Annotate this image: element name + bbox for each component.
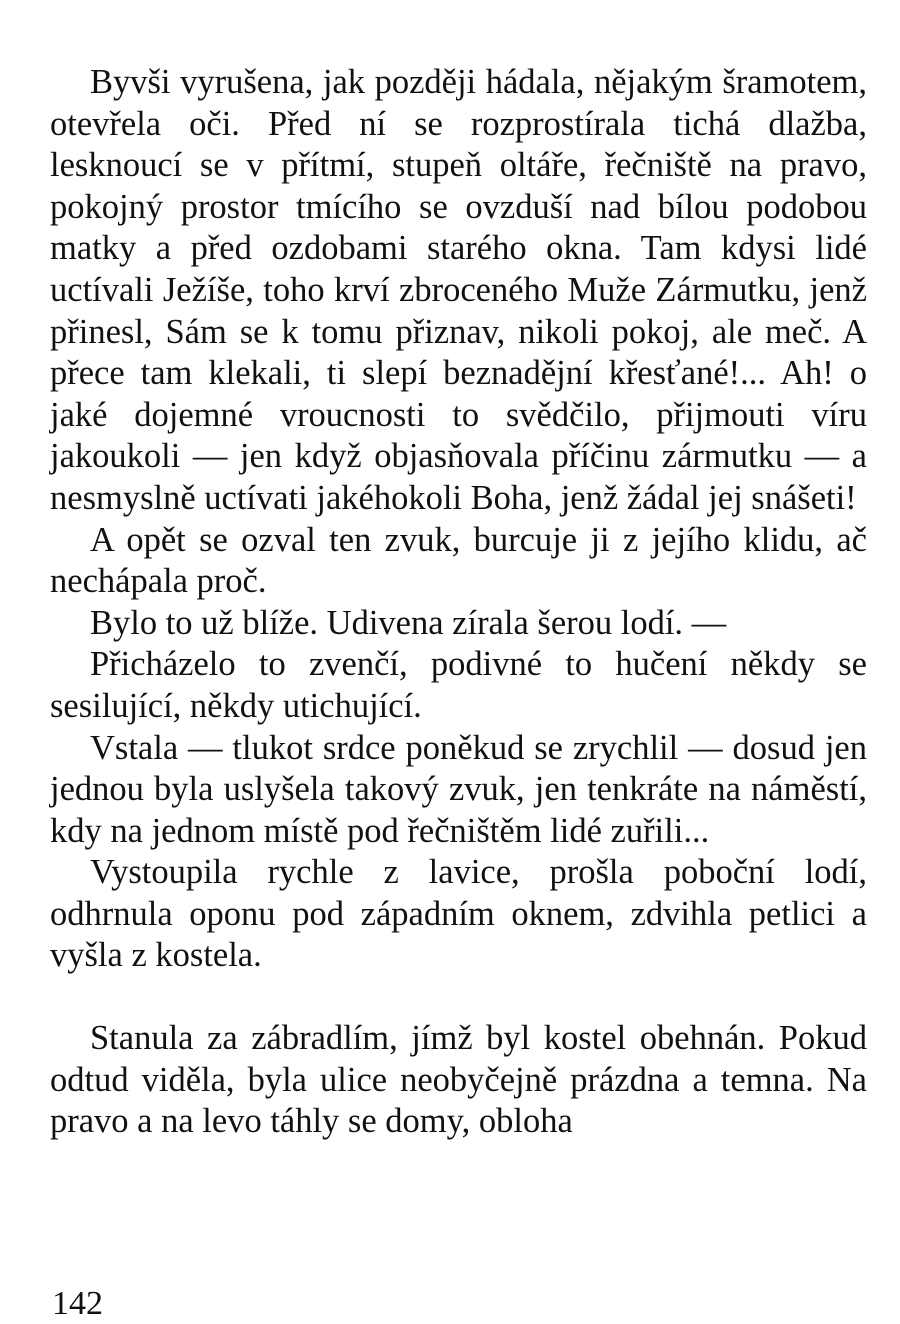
paragraph-5: Vstala — tlukot srdce poněkud se zrychlil — dosud jen jednou byla uslyšela takový zvuk, jen tenkráte na náměstí, kdy na jednom místě pod řečništěm lidé zuřili...: [50, 728, 867, 850]
paragraph-3: Bylo to už blíže. Udivena zírala šerou lodí. —: [90, 603, 727, 642]
paragraph-7: Stanula za zábradlím, jímž byl kostel obehnán. Pokud odtud viděla, byla ulice neobyčejně prázdna a temna. Na pravo a na levo táhly se domy, obloha: [50, 1019, 867, 1141]
page-number: 142: [52, 1285, 103, 1322]
section-break: [50, 977, 867, 1018]
book-page-text: [50, 62, 867, 1143]
paragraph-1: Byvši vyrušena, jak později hádala, nějakým šramotem, otevřela oči. Před ní se rozprostírala tichá dlažba, lesknoucí se v přítmí, stupeň oltáře, řečniště na pravo, pokojný prostor tmícího se ovzduší nad bílou podobou matky a před ozdobami starého okna. Tam kdysi lidé uctívali Ježíše, toho krví zbroceného Muže Zármutku, jenž přinesl, Sám se k tomu přiznav, nikoli pokoj, ale meč. A přece tam klekali, ti slepí beznadějní křesťané!... Ah! o jaké dojemné vroucnosti to svědčilo, přijmouti víru jakoukoli — jen když objasňovala příčinu zármutku — a nesmyslně uctívati jakéhokoli Boha, jenž žádal jej snášeti!: [50, 63, 867, 517]
paragraph-4: Přicházelo to zvenčí, podivné to hučení někdy se sesilující, někdy utichující.: [50, 645, 867, 725]
paragraph-6: Vystoupila rychle z lavice, prošla poboční lodí, odhrnula oponu pod západním oknem, zdvihla petlici a vyšla z kostela.: [50, 853, 867, 975]
paragraph-2: A opět se ozval ten zvuk, burcuje ji z jejího klidu, ač nechápala proč.: [50, 520, 867, 601]
